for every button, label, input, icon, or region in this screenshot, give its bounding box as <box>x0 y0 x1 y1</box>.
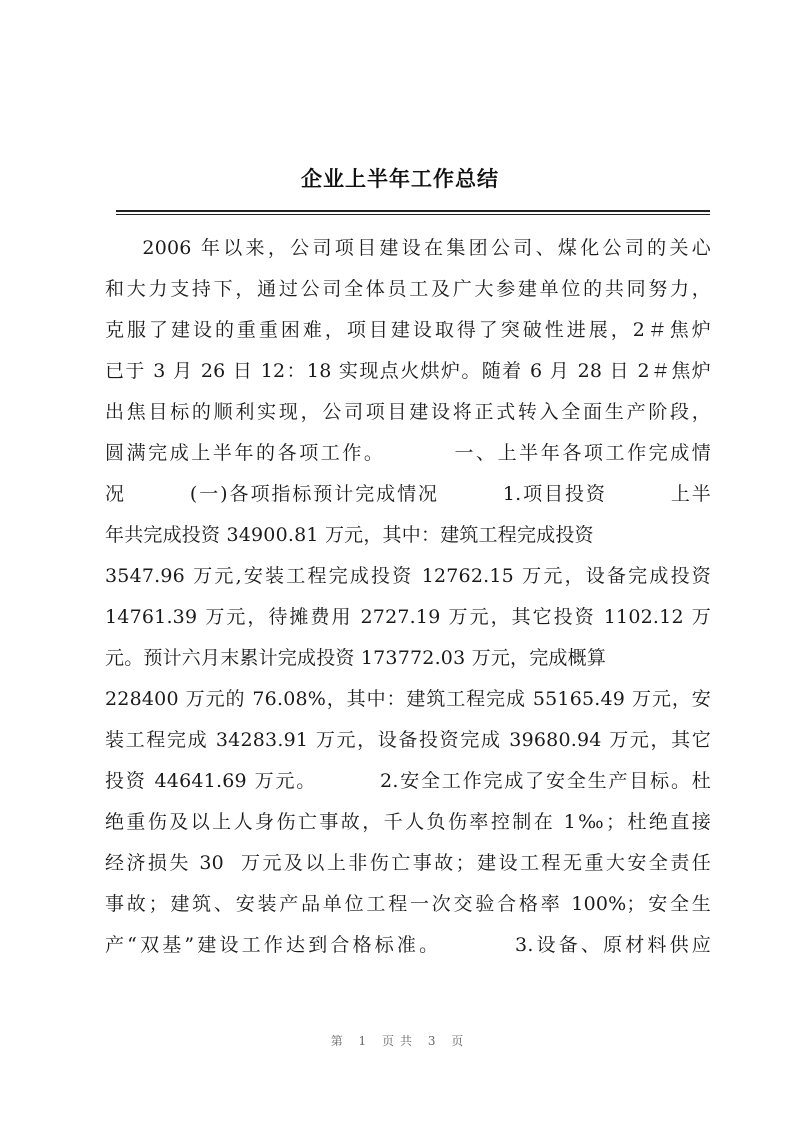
body-line: 元。预计六月末累计完成投资 173772.03 万元，完成概算 <box>105 647 607 669</box>
document-body <box>105 228 711 966</box>
body-line: 和大力支持下，通过公司全体员工及广大参建单位的共同努力， <box>105 278 711 300</box>
body-line: 14761.39 万元，待摊费用 2727.19 万元，其它投资 1102.12 万 <box>105 606 711 628</box>
body-line: 绝重伤及以上人身伤亡事故，千人负伤率控制在 1‰；杜绝直接 <box>105 811 711 833</box>
title-divider <box>116 210 710 212</box>
title-divider-thin <box>116 214 710 215</box>
body-line: 投资 44641.69 万元。 2.安全工作完成了安全生产目标。杜 <box>105 770 711 792</box>
body-line: 事故；建筑、安装产品单位工程一次交验合格率 100%；安全生 <box>105 893 711 915</box>
body-line: 经济损失 30 万元及以上非伤亡事故；建设工程无重大安全责任 <box>105 852 711 874</box>
body-line: 年共完成投资 34900.81 万元，其中：建筑工程完成投资 <box>105 524 594 546</box>
body-line: 装工程完成 34283.91 万元，设备投资完成 39680.94 万元，其它 <box>105 729 711 751</box>
body-line: 228400 万元的 76.08%，其中：建筑工程完成 55165.49 万元，安 <box>105 688 711 710</box>
body-line: 克服了建设的重重困难，项目建设取得了突破性进展，2＃焦炉 <box>105 319 711 341</box>
body-line: 已于 3 月 26 日 12：18 实现点火烘炉。随着 6 月 28 日 2＃焦炉 <box>105 360 711 382</box>
body-line: 3547.96 万元,安装工程完成投资 12762.15 万元，设备完成投资 <box>105 565 711 587</box>
body-line: 2006 年以来，公司项目建设在集团公司、煤化公司的关心 <box>105 237 711 259</box>
body-line: 产“双基”建设工作达到合格标准。 3.设备、原材料供应 <box>105 934 711 956</box>
document-title: 企业上半年工作总结 <box>301 167 499 191</box>
body-line: 出焦目标的顺利实现，公司项目建设将正式转入全面生产阶段， <box>105 401 711 423</box>
body-line: 况 (一)各项指标预计完成情况 1.项目投资 上半 <box>105 483 711 505</box>
body-line: 圆满完成上半年的各项工作。 一、上半年各项工作完成情 <box>105 442 711 464</box>
page-number-footer: 第 1 页共 3 页 <box>330 1034 470 1048</box>
